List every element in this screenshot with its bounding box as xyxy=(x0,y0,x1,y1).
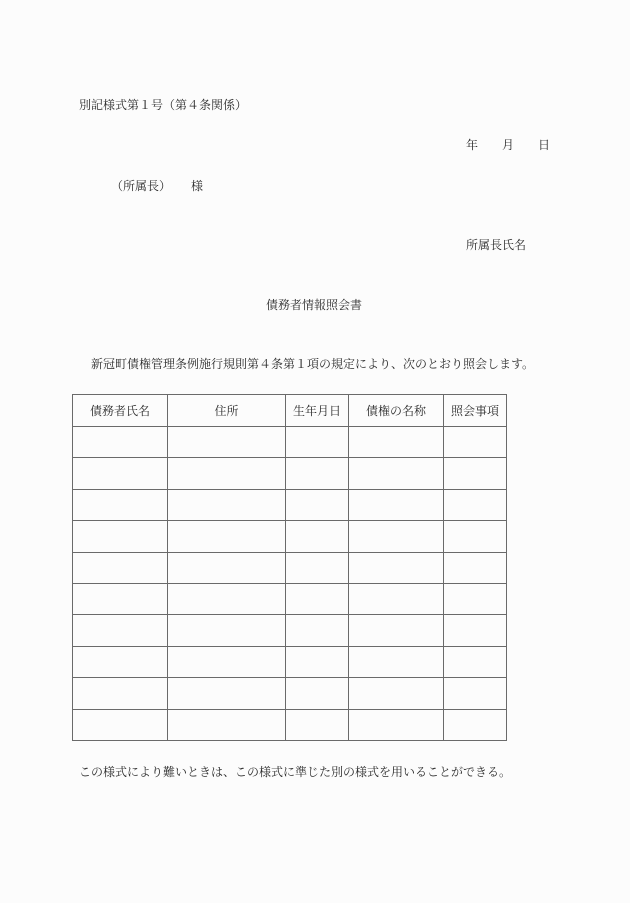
column-header-birth-date: 生年月日 xyxy=(286,395,349,427)
footnote: この様式により難いときは、この様式に準じた別の様式を用いることができる。 xyxy=(79,765,512,779)
table-cell-debtor-name xyxy=(73,583,168,614)
table-cell-inquiry-items xyxy=(444,709,507,740)
table-cell-birth-date xyxy=(286,615,349,646)
table-row xyxy=(73,458,507,489)
addressee-name: （所属長） xyxy=(111,179,172,193)
table-row xyxy=(73,646,507,677)
table-cell-address xyxy=(168,552,286,583)
table-body xyxy=(73,427,507,741)
table-cell-inquiry-items xyxy=(444,521,507,552)
table-cell-inquiry-items xyxy=(444,427,507,458)
document-title: 債務者情報照会書 xyxy=(266,298,363,312)
table-cell-claim-name xyxy=(349,646,444,677)
table-row xyxy=(73,521,507,552)
table-cell-inquiry-items xyxy=(444,489,507,520)
form-number: 別記様式第１号（第４条関係） xyxy=(79,98,248,112)
date-month-label: 月 xyxy=(502,138,515,152)
table-header-row xyxy=(73,395,507,427)
table-cell-debtor-name xyxy=(73,678,168,709)
table-cell-claim-name xyxy=(349,458,444,489)
table-row xyxy=(73,552,507,583)
table-cell-claim-name xyxy=(349,489,444,520)
table-cell-birth-date xyxy=(286,678,349,709)
table-row xyxy=(73,427,507,458)
addressee-honorific: 様 xyxy=(191,179,204,193)
table-cell-inquiry-items xyxy=(444,583,507,614)
table-row xyxy=(73,709,507,740)
table-cell-birth-date xyxy=(286,552,349,583)
sender-name-label: 所属長氏名 xyxy=(466,238,527,252)
table-cell-claim-name xyxy=(349,678,444,709)
table-cell-address xyxy=(168,489,286,520)
table-cell-birth-date xyxy=(286,709,349,740)
date-line xyxy=(466,138,550,152)
intro-text: 新冠町債権管理条例施行規則第４条第１項の規定により、次のとおり照会します。 xyxy=(91,357,535,371)
table-cell-address xyxy=(168,678,286,709)
table-row xyxy=(73,678,507,709)
table-cell-debtor-name xyxy=(73,427,168,458)
table-cell-claim-name xyxy=(349,709,444,740)
column-header-claim-name: 債権の名称 xyxy=(349,395,444,427)
table-cell-inquiry-items xyxy=(444,678,507,709)
table-cell-inquiry-items xyxy=(444,646,507,677)
date-year-label: 年 xyxy=(466,138,479,152)
table-cell-address xyxy=(168,458,286,489)
table-cell-address xyxy=(168,615,286,646)
table-cell-inquiry-items xyxy=(444,552,507,583)
table-cell-address xyxy=(168,646,286,677)
table-cell-birth-date xyxy=(286,521,349,552)
table-cell-claim-name xyxy=(349,552,444,583)
table-row xyxy=(73,489,507,520)
table-cell-birth-date xyxy=(286,646,349,677)
date-day-label: 日 xyxy=(538,138,551,152)
column-header-debtor-name: 債務者氏名 xyxy=(73,395,168,427)
table-cell-address xyxy=(168,427,286,458)
table-cell-inquiry-items xyxy=(444,458,507,489)
table-cell-claim-name xyxy=(349,583,444,614)
table-cell-inquiry-items xyxy=(444,615,507,646)
table-cell-address xyxy=(168,709,286,740)
table-cell-address xyxy=(168,521,286,552)
table-cell-debtor-name xyxy=(73,552,168,583)
table-cell-claim-name xyxy=(349,615,444,646)
table-cell-birth-date xyxy=(286,427,349,458)
addressee xyxy=(111,179,203,193)
table-cell-birth-date xyxy=(286,458,349,489)
table-cell-address xyxy=(168,583,286,614)
debtor-inquiry-table xyxy=(72,394,507,741)
table-cell-claim-name xyxy=(349,427,444,458)
table-cell-birth-date xyxy=(286,583,349,614)
table-cell-claim-name xyxy=(349,521,444,552)
table-cell-birth-date xyxy=(286,489,349,520)
table-cell-debtor-name xyxy=(73,709,168,740)
table-cell-debtor-name xyxy=(73,646,168,677)
column-header-inquiry-items: 照会事項 xyxy=(444,395,507,427)
table-cell-debtor-name xyxy=(73,521,168,552)
column-header-address: 住所 xyxy=(168,395,286,427)
table-row xyxy=(73,583,507,614)
table-row xyxy=(73,615,507,646)
table-cell-debtor-name xyxy=(73,489,168,520)
table-cell-debtor-name xyxy=(73,615,168,646)
table-cell-debtor-name xyxy=(73,458,168,489)
